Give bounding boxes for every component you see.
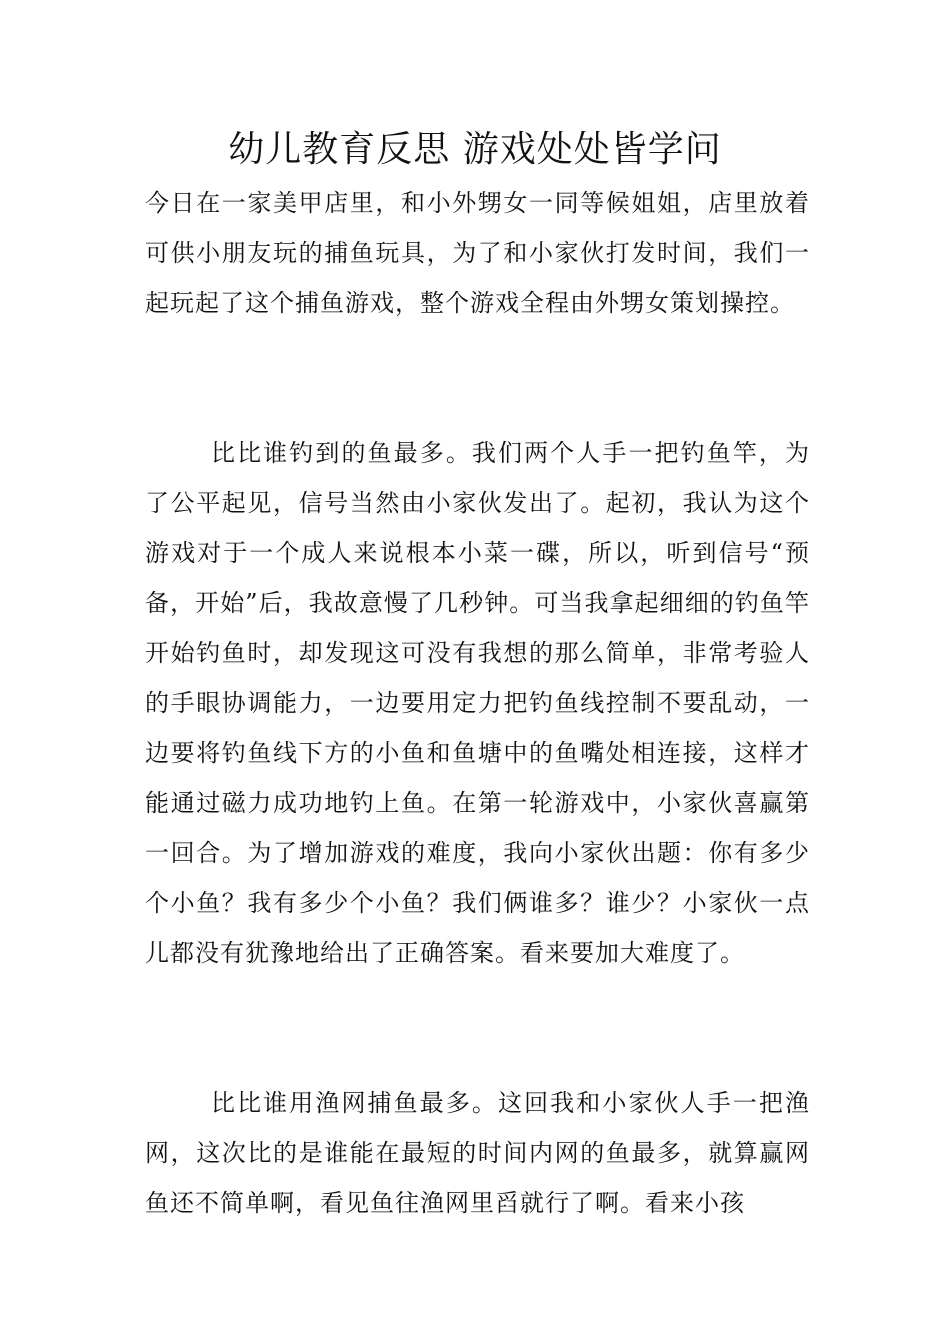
document-title: 幼儿教育反思 游戏处处皆学问 (228, 129, 722, 170)
paragraph-intro: 今日在一家美甲店里，和小外甥女一同等候姐姐，店里放着可供小朋友玩的捕鱼玩具，为了和小家伙打发时间，我们一起玩起了这个捕鱼游戏，整个游戏全程由外甥女策划操控。 (145, 189, 810, 317)
paragraph-spacer (145, 328, 810, 428)
paragraph-fishing-net: 比比谁用渔网捕鱼最多。这回我和小家伙人手一把渔网，这次比的是谁能在最短的时间内网的鱼最多，就算赢网鱼还不简单啊，看见鱼往渔网里舀就行了啊。看来小孩 (145, 1089, 810, 1217)
paragraph-spacer (145, 978, 810, 1078)
document-body (145, 178, 810, 1228)
paragraph-fishing-rod: 比比谁钓到的鱼最多。我们两个人手一把钓鱼竿，为了公平起见，信号当然由小家伙发出了。起初，我认为这个游戏对于一个成人来说根本小菜一碟，所以，听到信号“预备，开始”后，我故意慢了几秒钟。可当我拿起细细的钓鱼竿开始钓鱼时，却发现这可没有我想的那么简单，非常考验人的手眼协调能力，一边要用定力把钓鱼线控制不要乱动，一边要将钓鱼线下方的小鱼和鱼塘中的鱼嘴处相连接，这样才能通过磁力成功地钓上鱼。在第一轮游戏中，小家伙喜赢第一回合。为了增加游戏的难度，我向小家伙出题：你有多少个小鱼？我有多少个小鱼？我们俩谁多？谁少？小家伙一点儿都没有犹豫地给出了正确答案。看来要加大难度了。 (145, 439, 810, 967)
